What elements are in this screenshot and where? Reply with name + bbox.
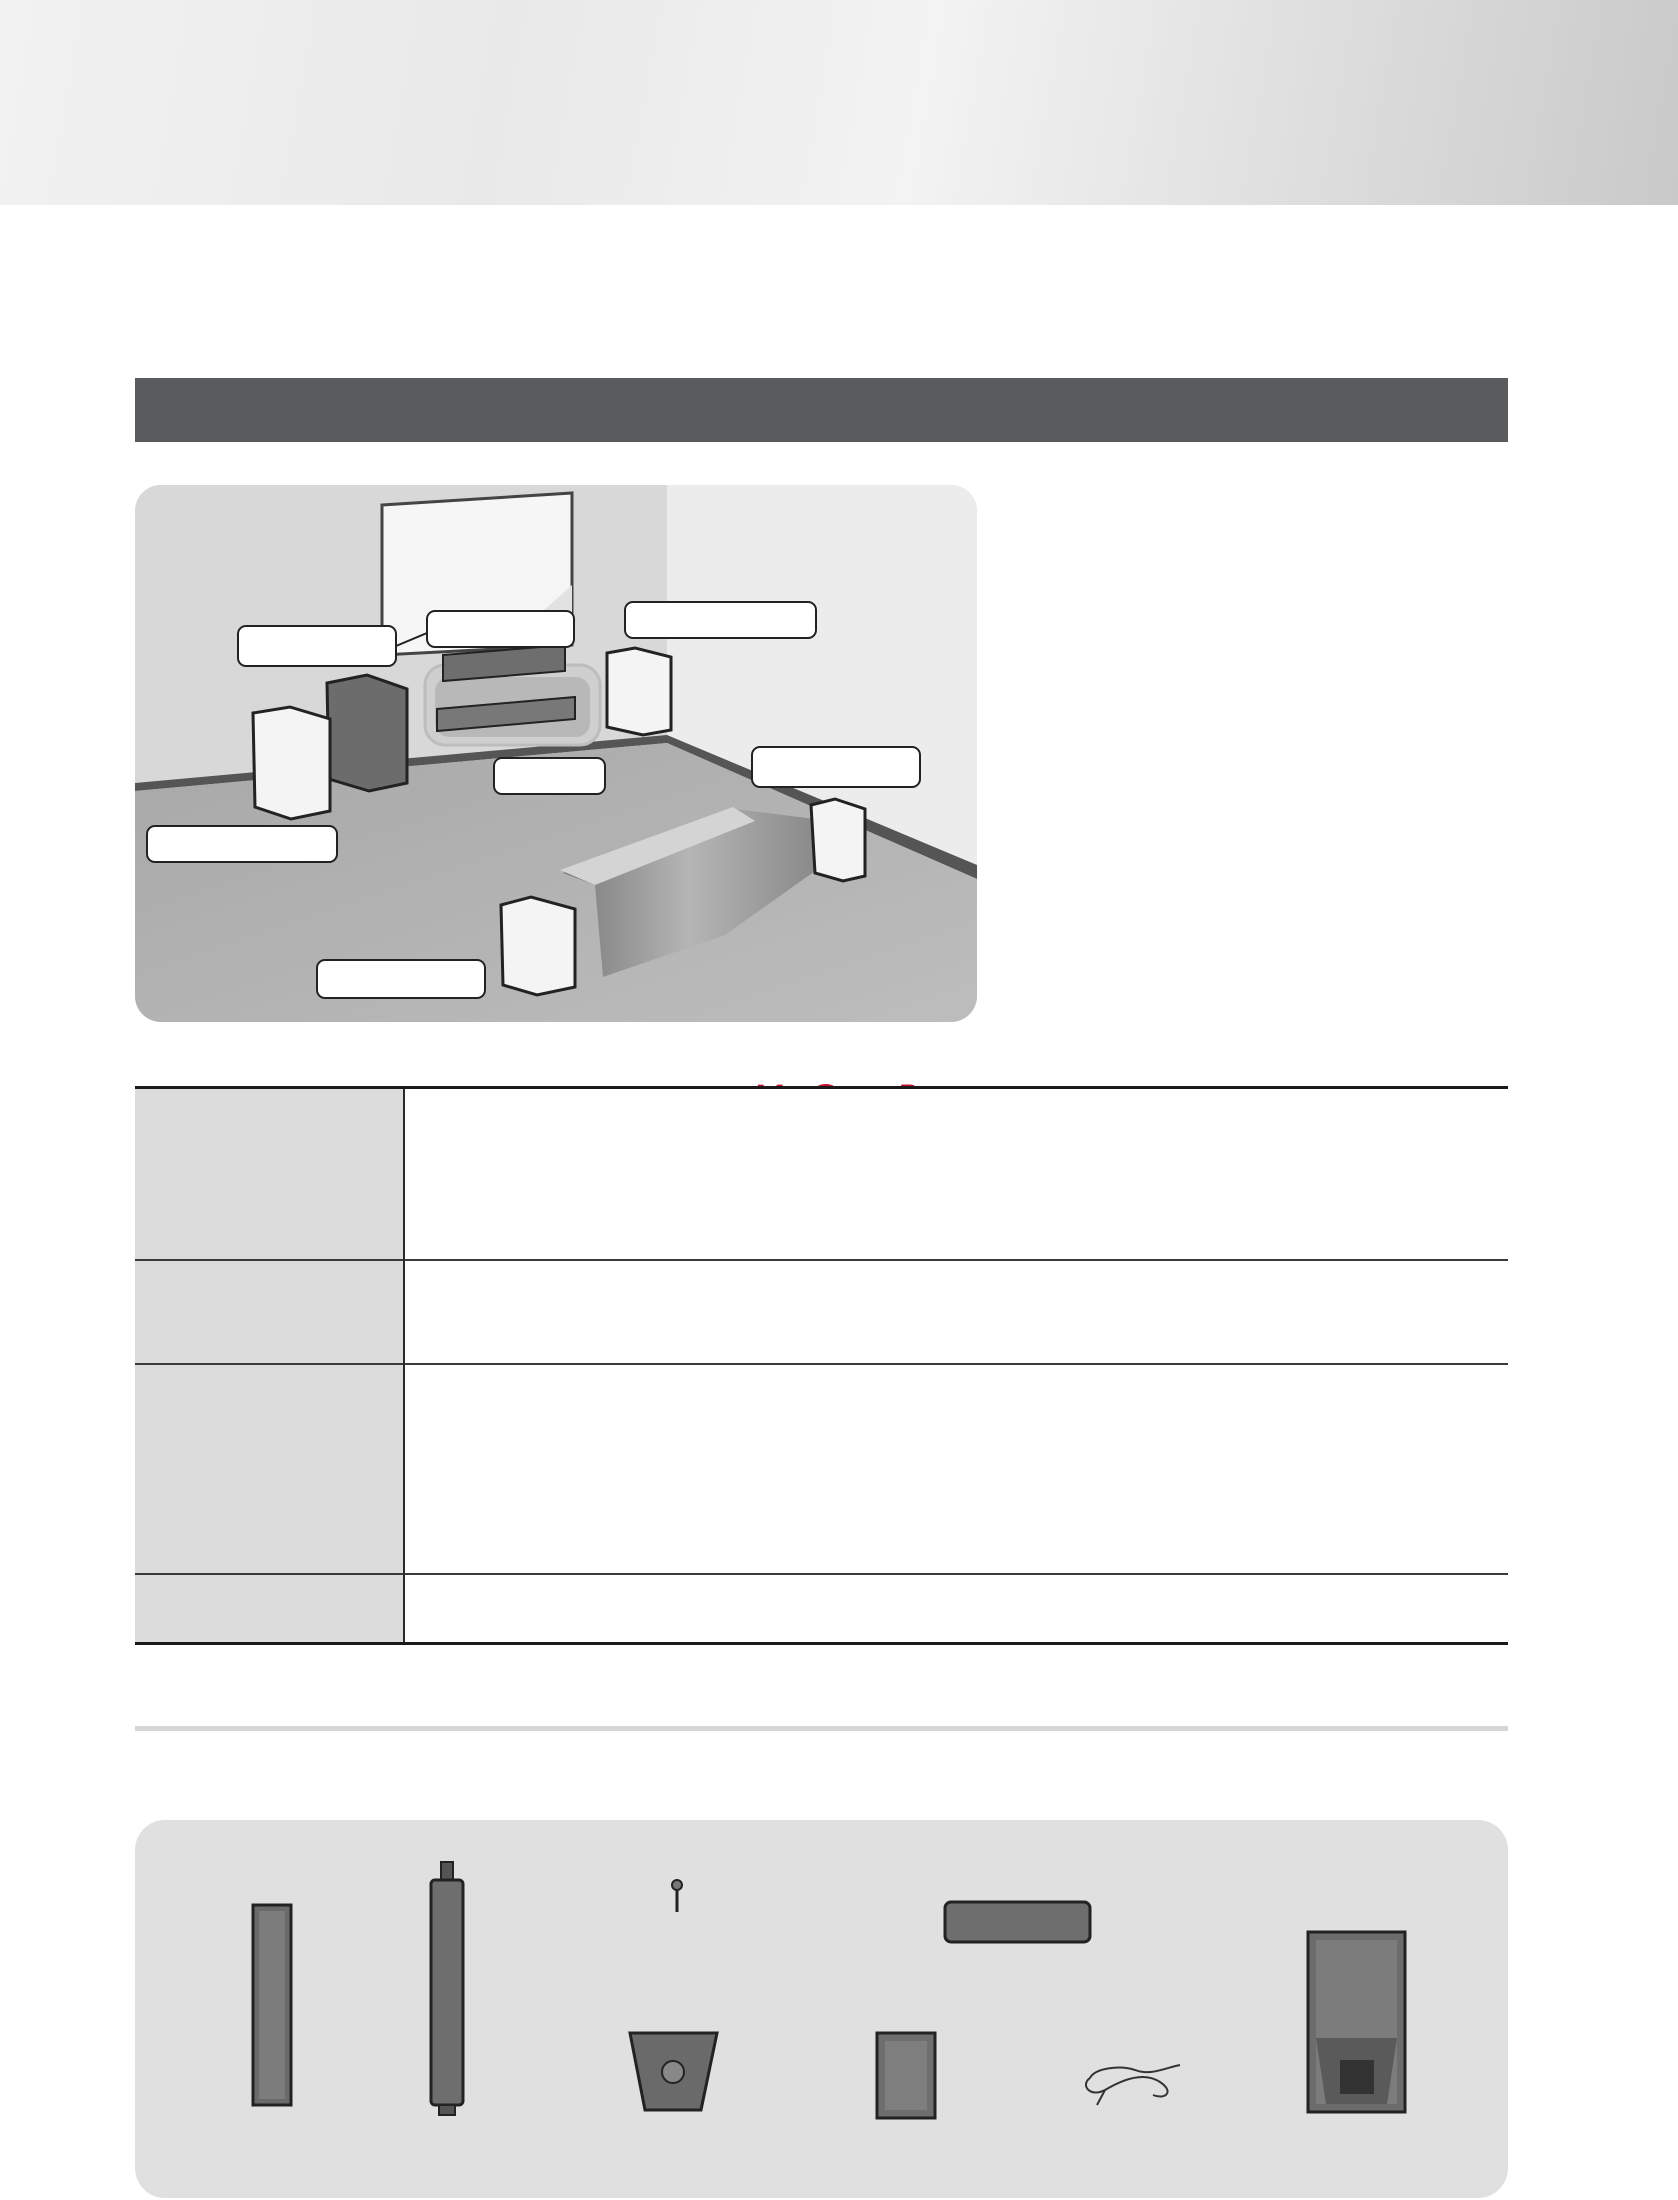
table-row (135, 1364, 1508, 1574)
row-label (135, 1088, 404, 1260)
speaker-stand-icon (431, 1862, 463, 2115)
subwoofer-icon (1308, 1932, 1405, 2112)
components-illustration (135, 1820, 1508, 2198)
row-label (135, 1260, 404, 1364)
table-row (135, 1574, 1508, 1644)
section-divider (135, 1726, 1508, 1731)
table-row (135, 1088, 1508, 1260)
components-panel (135, 1820, 1508, 2198)
stand-base-icon (630, 2033, 717, 2110)
table-row (135, 1260, 1508, 1364)
row-label (135, 1574, 404, 1644)
screw-icon (672, 1880, 682, 1912)
speaker-placement-diagram (135, 485, 977, 1022)
tall-speaker-icon (253, 1905, 291, 2105)
surround-speaker-icon (877, 2033, 935, 2118)
row-label (135, 1364, 404, 1574)
center-speaker-icon (945, 1902, 1090, 1942)
row-value (404, 1574, 1508, 1644)
speaker-cable-icon (1086, 2065, 1180, 2105)
row-value (404, 1260, 1508, 1364)
spec-table (135, 1086, 1508, 1645)
row-value (404, 1088, 1508, 1260)
header-band (0, 0, 1678, 205)
spec-table-wrapper (135, 1086, 1508, 1645)
row-value (404, 1364, 1508, 1574)
section-title-bar (135, 378, 1508, 442)
room-illustration (135, 485, 977, 1022)
